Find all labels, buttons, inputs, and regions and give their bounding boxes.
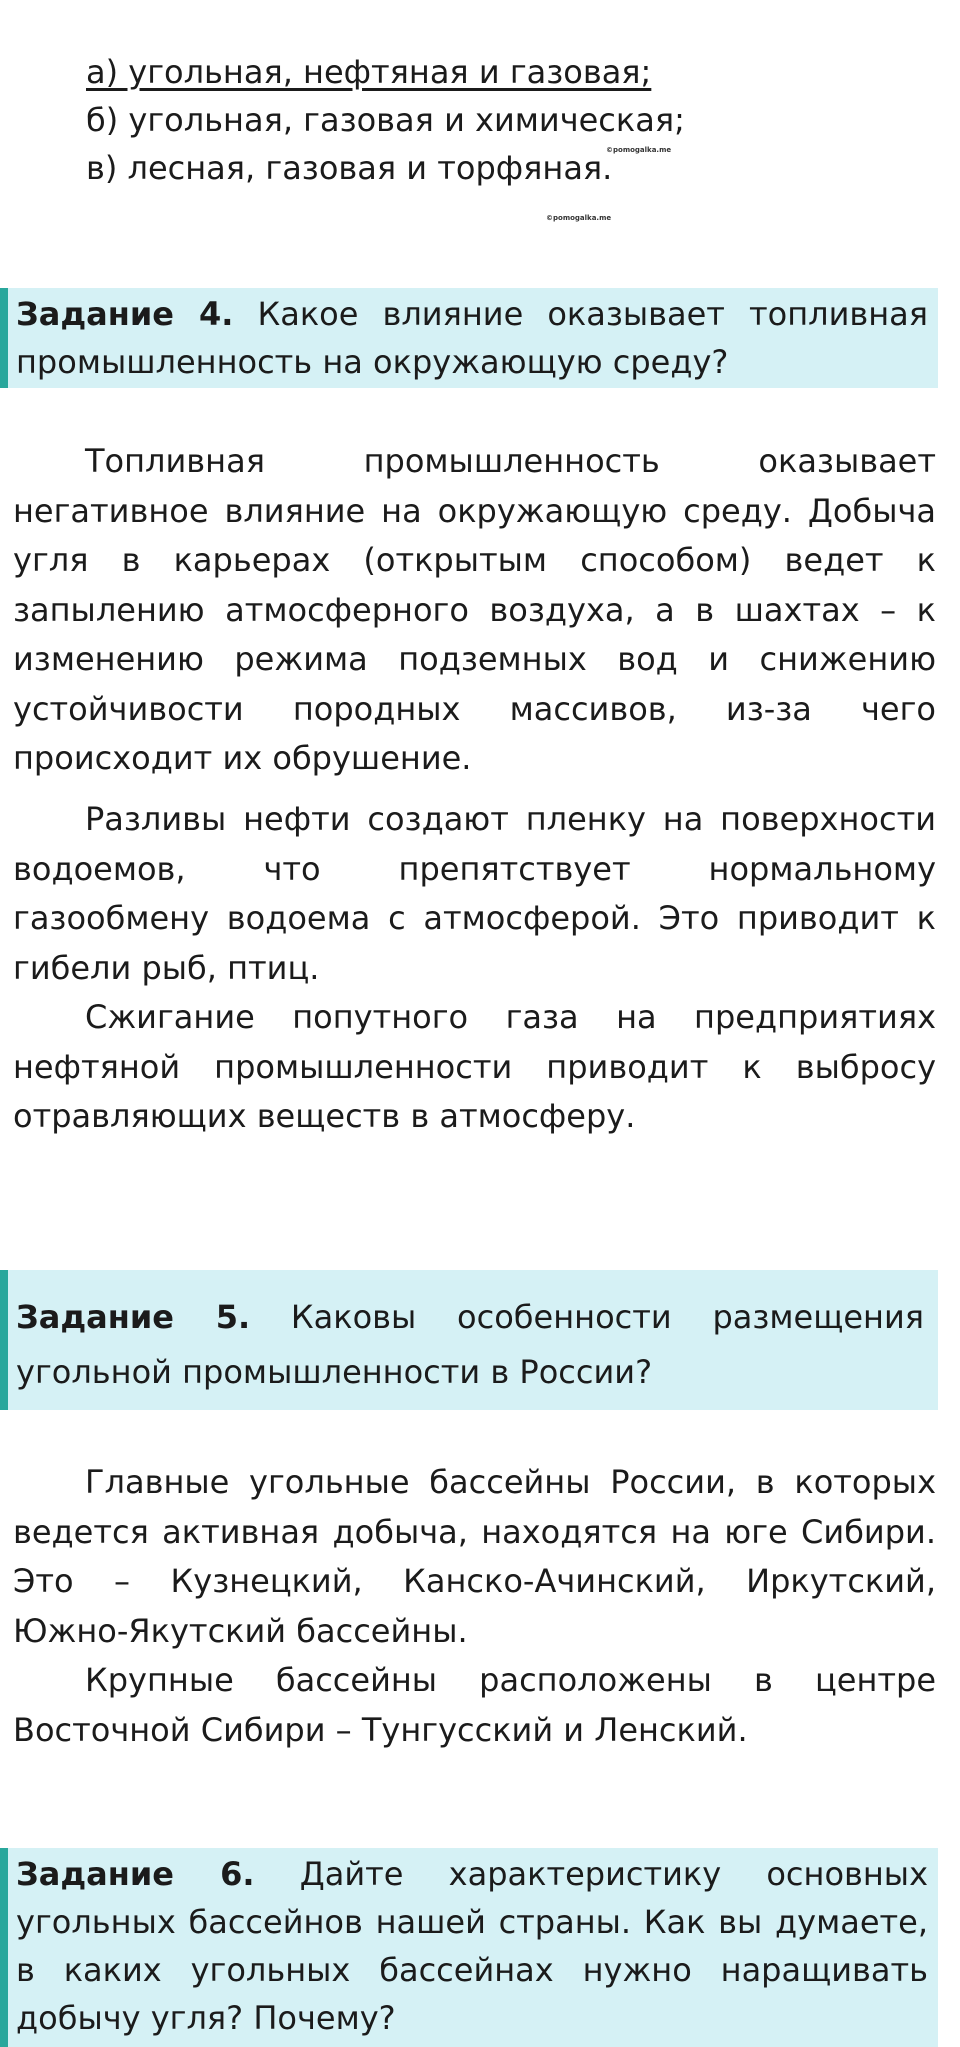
task-4-answer-paragraph: Сжигание попутного газа на предприятиях нефтяной промышленности приводит к выбросу отравляющих веществ в атмосферу. <box>13 998 936 1135</box>
task-5-question-text: Каковы особенности размещения угольной промышленности в России? <box>16 1298 924 1391</box>
task-4-label: Задание 4. <box>16 295 234 333</box>
task-5-answer-paragraph: Крупные бассейны расположены в центре Восточной Сибири – Тунгусский и Ленский. <box>13 1661 936 1749</box>
task-6-question <box>16 1850 928 2042</box>
task-5-box <box>0 1270 938 1410</box>
option-c: в) лесная, газовая и торфяная. <box>86 149 613 187</box>
task-6-box <box>0 1848 938 2047</box>
option-a: а) угольная, нефтяная и газовая; <box>86 53 652 91</box>
task-6-label: Задание 6. <box>16 1855 255 1893</box>
task-5-question <box>16 1290 924 1400</box>
task-4-answer-paragraph: Топливная промышленность оказывает негативное влияние на окружающую среду. Добыча угля в карьерах (открытым способом) ведет к запылению атмосферного воздуха, а в шахтах – к изменению режима подземных вод и снижению устойчивости породных массивов, из-за чего происходит их обрушение. <box>13 442 936 777</box>
task-4-question-text: Какое влияние оказывает топливная промышленность на окружающую среду? <box>16 295 929 381</box>
task-5-label: Задание 5. <box>16 1298 251 1336</box>
option-b: б) угольная, газовая и химическая; <box>86 101 685 139</box>
task-4-question <box>16 290 928 386</box>
watermark: ©pomogalka.me <box>546 214 612 222</box>
watermark: ©pomogalka.me <box>606 146 672 154</box>
task-4-answer-paragraph: Разливы нефти создают пленку на поверхности водоемов, что препятствует нормальному газообмену водоема с атмосферой. Это приводит к гибели рыб, птиц. <box>13 800 936 987</box>
task-5-answer-paragraph: Главные угольные бассейны России, в которых ведется активная добыча, находятся на юге Сибири. Это – Кузнецкий, Канско-Ачинский, Иркутский, Южно-Якутский бассейны. <box>13 1463 936 1650</box>
task-4-box <box>0 288 938 388</box>
task-6-question-text: Дайте характеристику основных угольных бассейнов нашей страны. Как вы думаете, в каких угольных бассейнах нужно наращивать добычу угля? Почему? <box>16 1855 928 2037</box>
